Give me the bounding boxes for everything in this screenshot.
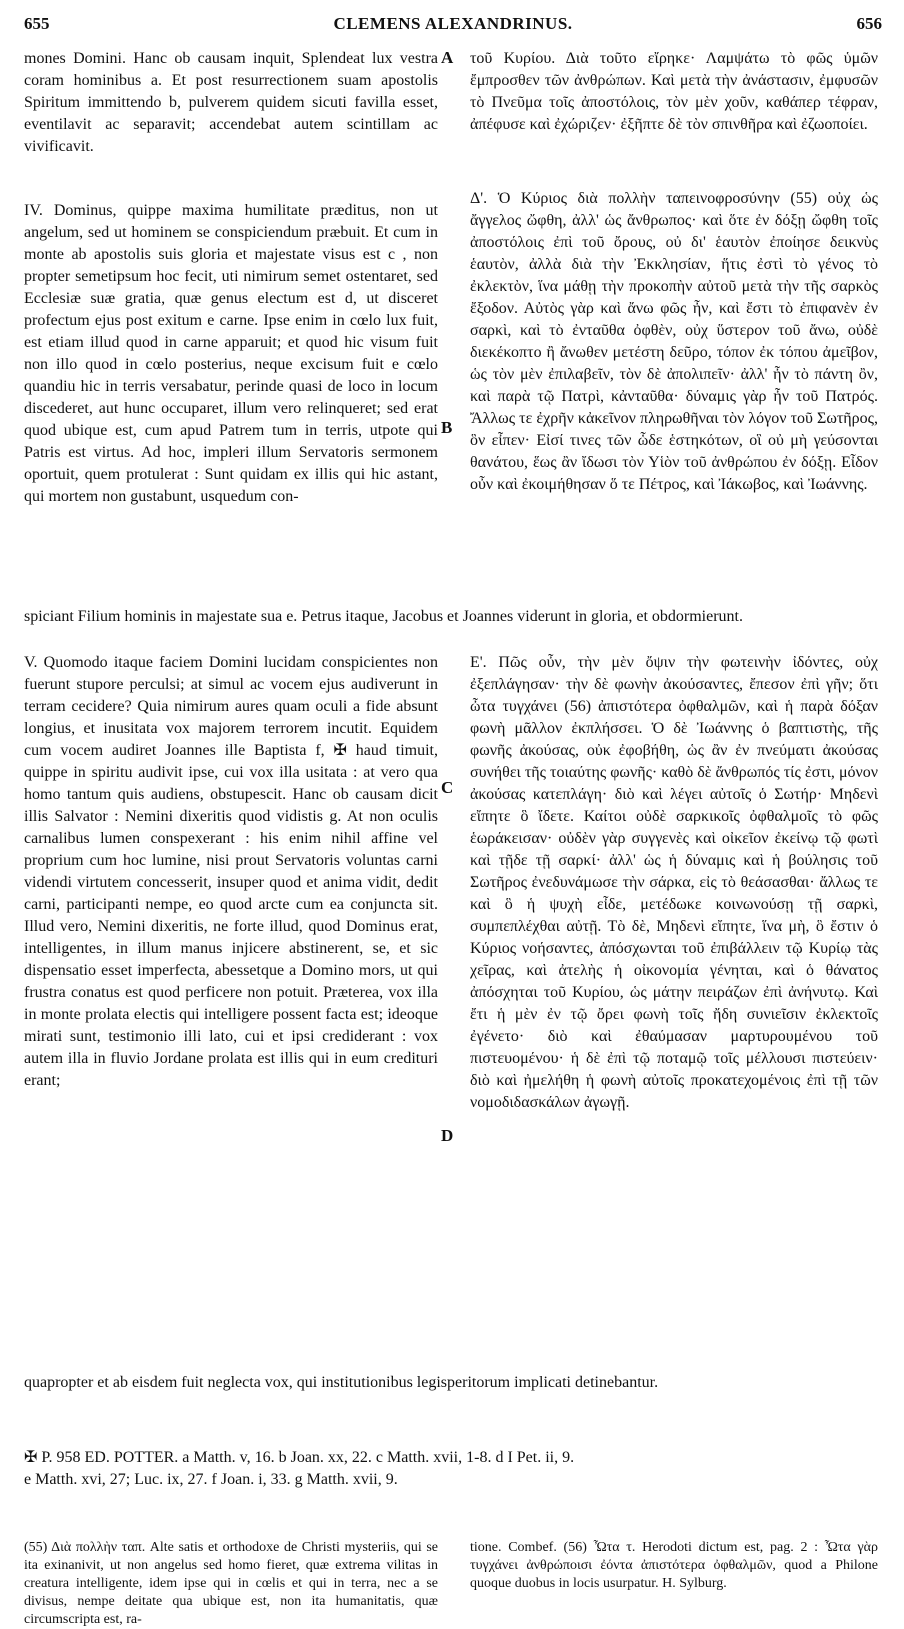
greek-column-section-5 bbox=[470, 652, 878, 1114]
margin-marker-c: C bbox=[441, 778, 454, 797]
greek-paragraph: Δ'. Ὁ Κύριος διὰ πολλὴν ταπεινοφροσύνην (55) οὐχ ὡς ἄγγελος ὤφθη, ἀλλ' ὡς ἄνθρωπος· καὶ ὅτε ἐν δόξῃ ὤφθη τοῖς ἀποστόλοις ἐπὶ τοῦ ὄρους, οὐ δι' ἑαυτὸν ἐποίησε δεικνὺς ἑαυτὸν, ἀλλὰ διὰ τὴν Ἐκκλησίαν, ἥτις ἐστὶ τὸ γένος τὸ ἐκλεκτὸν, ἵνα μάθῃ τὴν προκοπὴν αὐτοῦ μετὰ τὴν τῆς σαρκὸς ἔξοδον. Αὐτὸς γὰρ καὶ ἄνω φῶς ἦν, καὶ ἔστι τὸ ἐπιφανὲν ἐν σαρκὶ, καὶ τὸ ἐνταῦθα ὀφθὲν, οὐχ ὕστερον τοῦ ἄνω, οὐδὲ διεκέκοπτο ἢ ἄνωθεν μετέστη δεῦρο, τόπον ἐκ τόπου ἀμεῖβον, ὡς τὸν μὲν ἐπιλαβεῖν, τὸν δὲ ἀπολιπεῖν· ἀλλ' ἦν τὸ πάντη ὂν, καὶ παρὰ τῷ Πατρὶ, κἀνταῦθα· δύναμις γὰρ ἦν τοῦ Πατρός. Ἄλλως τε ἐχρῆν κἀκεῖνον πληρωθῆναι τὸν λόγον τοῦ Σωτῆρος, ὃν εἶπεν· Εἰσί τινες τῶν ὧδε ἑστηκότων, οἳ οὐ μὴ γεύσονται θανάτου, ἕως ἂν ἴδωσι τὸν Υἱὸν τοῦ ἀνθρώπου ἐν δόξῃ. Εἶδον οὖν καὶ ἐκοιμήθησαν ὅ τε Πέτρος, καὶ Ἰάκωβος, καὶ Ἰωάννης. bbox=[470, 190, 878, 493]
editorial-note-left: (55) Διὰ πολλὴν ταπ. Alte satis et orthodoxe de Christi mysteriis, qui se ita exinanivit, ut non angelus sed homo fieret, quæ extrema vilitas in creatura intelligente, idem ipse qui in cœlis et qui in terra, nec a se divisus, nempe deitate qua ubique est, non ita humanitatis, quæ circumscripta est, ra- bbox=[24, 1540, 438, 1627]
footnote-line: ✠ P. 958 ED. POTTER. a Matth. v, 16. b Joan. xx, 22. c Matth. xvii, 1-8. d I Pet. ii, 9. bbox=[24, 1449, 575, 1466]
latin-column-section-5 bbox=[24, 652, 438, 1092]
latin-column-section-4 bbox=[24, 200, 438, 508]
running-title: CLEMENS ALEXANDRINUS. bbox=[333, 14, 573, 33]
margin-marker-d: D bbox=[441, 1126, 454, 1145]
footnote-line: e Matth. xvi, 27; Luc. ix, 27. f Joan. i, 33. g Matth. xvii, 9. bbox=[24, 1471, 398, 1488]
editorial-note-right: tione. Combef. (56) Ὦτα τ. Herodoti dictum est, pag. 2 : Ὦτα γὰρ τυγχάνει ἀνθρώποισι ἐόντα ἀπιστότερα ὀφθαλμῶν, quod a Philone quoque duobus in locis usurpatur. H. Sylburg. bbox=[470, 1540, 878, 1591]
greek-column-section-4 bbox=[470, 188, 878, 496]
latin-column-section-3 bbox=[24, 48, 438, 158]
greek-column-section-3 bbox=[470, 48, 878, 136]
footnote-references bbox=[24, 1447, 884, 1491]
latin-paragraph: mones Domini. Hanc ob causam inquit, Splendeat lux vestra coram hominibus a. Et post resurrectionem suam apostolis Spiritum immittendo b, pulverem quidem sicuti favilla esset, eventilavit ac separavit; accendebat autem scintillam ac vivificavit. bbox=[24, 50, 438, 155]
full-width-line-section-4: spiciant Filium hominis in majestate sua e. Petrus itaque, Jacobus et Joannes viderunt in gloria, et obdormierunt. bbox=[24, 608, 743, 625]
page-number-right: 656 bbox=[856, 14, 882, 33]
full-width-line-section-5: quapropter et ab eisdem fuit neglecta vox, qui institutionibus legisperitorum implicati detinebantur. bbox=[24, 1374, 659, 1391]
margin-marker-a: A bbox=[441, 48, 454, 67]
latin-paragraph: IV. Dominus, quippe maxima humilitate præditus, non ut angelum, sed ut hominem se conspiciendum præbuit. Et cum in monte ab apostolis suis gloria et majestate visus est c , non propter semetipsum hoc fecit, uti nimirum semet ostentaret, sed Ecclesiæ suæ gratia, quæ genus electum est d, ut disceret profectum ejus post exitum e carne. Ipse enim in cœlo lux fuit, est etiam illud quod in carne apparuit; et quod hic visum fuit non illo quod in cœlo posterius, neque excisum fuit e cœlo quandiu hic in terris versabatur, perinde quasi de loco in locum discederet, aut hunc occuparet, illum vero relinqueret; sed erat quod ubique est, cum apud Patrem tum in terris, utpote qui Patris est virtus. Ad hoc, impleri illum Servatoris sermonem oportuit, quem protulerat : Sunt quidam ex illis qui hic astant, qui mortem non gustabunt, usquedum con- bbox=[24, 202, 438, 505]
greek-paragraph: τοῦ Κυρίου. Διὰ τοῦτο εἴρηκε· Λαμψάτω τὸ φῶς ὑμῶν ἔμπροσθεν τῶν ἀνθρώπων. Καὶ μετὰ τὴν ἀνάστασιν, ἐμφυσῶν τὸ Πνεῦμα τοῖς ἀποστόλοις, τὸν μὲν χοῦν, καθάπερ τέφραν, ἀπέφυσε καὶ ἐχώριζεν· ἐξῆπτε δὲ τὸν σπινθῆρα καὶ ἐζωοποίει. bbox=[470, 50, 878, 133]
greek-paragraph: Ε'. Πῶς οὖν, τὴν μὲν ὄψιν τὴν φωτεινὴν ἰδόντες, οὐχ ἐξεπλάγησαν· τὴν δὲ φωνὴν ἀκούσαντες, ἔπεσον ἐπὶ γῆν; ὅτι ὦτα τυγχάνει (56) ἀπιστότερα ὀφθαλμῶν, καὶ ἡ παρὰ δόξαν φωνὴ μᾶλλον ἐκπλήσσει. Ὁ δὲ Ἰωάννης ὁ βαπτιστὴς, τῆς φωνῆς ἀκούσας, οὐκ ἐφοβήθη, ὡς ἂν ἐν πνεύματι ἀκούσας συνήθει τῆς τοιαύτης φωνῆς· καθὸ δὲ ἄνθρωπός τίς ἐστι, μόνον ἀκούσας κατεπλάγη· διὸ καὶ λέγει αὐτοῖς ὁ Σωτήρ· Μηδενὶ εἴπητε ὃ ἴδετε. Καίτοι οὐδὲ σαρκικοῖς ὀφθαλμοῖς τὸ φῶς ἑωράκεισαν· οὐδὲν γὰρ συγγενὲς καὶ οἰκεῖον ἐκείνῳ τῷ φωτὶ καὶ τῇδε τῇ σαρκί· ἀλλ' ὡς ἡ δύναμις καὶ ἡ βούλησις τοῦ Σωτῆρος ἐνεδυνάμωσε τὴν σάρκα, εἰς τὸ θεάσασθαι· ἄλλως τε καὶ ὃ ἡ ψυχὴ εἶδε, μετέδωκε κοινωνούσῃ τῇ σαρκὶ, συμπεπλέχθαι αὐτῇ. Τὸ δὲ, Μηδενὶ εἴπητε, ἵνα μὴ, ὃ ἔστιν ὁ Κύριος νοήσαντες, ἀπόσχωνται τοῦ ἐπιβάλλειν τῷ Κυρίῳ τὰς χεῖρας, καὶ ἀτελὴς ἡ οἰκονομία γένηται, καὶ ὁ θάνατος ἀπόσχηται τοῦ Κυρίου, ὡς μάτην πειράζων ἐπὶ ἀνήνυτῳ. Καὶ ἔτι ἡ μὲν ἐν τῷ ὄρει φωνὴ τοῖς ἤδη συνιεῖσιν ἐκλεκτοῖς ἐγένετο· διὸ καὶ ἐθαύμασαν μαρτυρουμένου τοῦ πιστευομένου· ἡ δὲ ἐπὶ τῷ ποταμῷ τοῖς μέλλουσι πιστεύειν· διὸ καὶ ἠμελήθη ἡ φωνὴ αὐτοῖς προκατεχομένοις ἐπὶ τῇ τῶν νομοδιδασκάλων ἀγωγῇ. bbox=[470, 654, 878, 1111]
latin-paragraph: V. Quomodo itaque faciem Domini lucidam conspicientes non fuerunt stupore perculsi; at simul ac vocem ejus audiverunt in terram cecidere? Quia nimirum aures quam oculi a fide absunt longius, et inusitata vox majorem terrorem incutit. Equidem cum vocem audiret Joannes ille Baptista f, ✠ haud timuit, quippe in spiritu audivit ipse, cui vox illa usitata : at vero qua homo tantum quis audiens, obstupescit. Hanc ob causam dicit illis Salvator : Nemini dixeritis quod vidistis g. At non oculis carnalibus lumen conspexerant : his enim nihil affine vel proprium cum hoc lumine, nisi prout Servatoris voluntas carni videndi virtutem concesserit, insuper quod et anima vidit, dedit carni, participanti nempe, eo quod arcte cum ea conjuncta sit. Illud vero, Nemini dixeritis, ne forte illud, quod Dominus erat, intelligentes, in illum manus injicere abstinerent, se, et sic dispensatio esset imperfecta, abessetque a Domino mors, ut qui frustra conatus est quod perficere non potuit. Præterea, vox illa in monte prolata electis qui intelligere possent facta est; ideoque mirati sunt, testimonio illi lato, cui et ipsi crediderant : vox autem illa in fluvio Jordane prolata est illis qui in eum crediturі erant; bbox=[24, 654, 438, 1089]
margin-marker-b: B bbox=[441, 418, 453, 437]
page-header bbox=[24, 14, 882, 40]
page-number-left: 655 bbox=[24, 14, 50, 33]
